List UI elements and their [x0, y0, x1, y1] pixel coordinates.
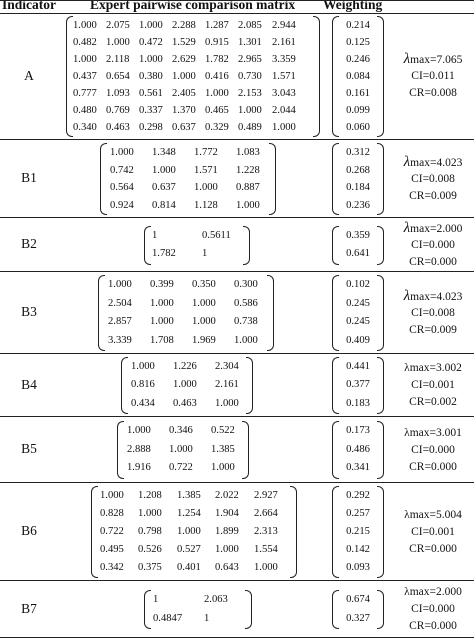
table-row: [0, 417, 474, 483]
cr-value: [392, 394, 474, 411]
weight-value: 0.245: [346, 297, 370, 309]
matrix-cell: 0.463: [173, 397, 197, 409]
matrix-cell: 0.350: [192, 279, 216, 290]
ci-value: [392, 237, 474, 254]
matrix-cell: 1.287: [205, 20, 229, 31]
lambda-max-value: [392, 220, 474, 237]
matrix-cell: 2.629: [172, 54, 196, 65]
matrix-row: [117, 422, 249, 441]
matrix-cell: 3.339: [108, 334, 132, 346]
matrix-row: [98, 332, 274, 351]
indicator-label: B2: [21, 236, 37, 251]
matrix-cell: 0.887: [236, 182, 260, 193]
matrix-cell: 0.298: [139, 122, 163, 133]
weight-value: 0.327: [346, 612, 370, 624]
ci-value: [392, 524, 474, 541]
matrix-cell: 1.529: [172, 37, 196, 48]
matrix-cell: 0.480: [73, 105, 97, 116]
stat-text: λmax=3.002: [404, 362, 462, 374]
matrix-cell: 3.043: [272, 88, 296, 99]
matrix-cell: 2.405: [172, 88, 196, 99]
matrix-cell: 0.814: [152, 199, 176, 211]
matrix-cell: 1: [204, 612, 210, 624]
matrix-cell: 2.075: [106, 20, 130, 31]
matrix-cell: 0.375: [138, 562, 162, 573]
weight-vector: [332, 421, 384, 479]
weight-value: 0.257: [346, 508, 370, 519]
matrix-row: [121, 376, 253, 394]
matrix-cell: 2.161: [215, 379, 239, 391]
weight-vector: [332, 590, 384, 629]
matrix-cell: 1.000: [173, 379, 197, 391]
header-weighting: Weighting: [323, 0, 383, 12]
consistency-stats: [392, 51, 474, 102]
matrix-cell: 0.340: [73, 122, 97, 133]
matrix-cell: 1.000: [194, 182, 218, 193]
matrix-row: [144, 245, 250, 264]
matrix-cell: 0.329: [205, 122, 229, 133]
matrix-cell: 0.5611: [202, 229, 231, 241]
matrix-row: [66, 119, 320, 136]
matrix-cell: 1.000: [192, 297, 216, 309]
row-rule: [0, 353, 474, 354]
weight-value: 0.215: [346, 526, 370, 537]
matrix-row: [117, 459, 249, 478]
matrix-cell: 0.465: [205, 105, 229, 116]
matrix-row: [100, 162, 276, 180]
matrix-cell: 0.482: [73, 37, 97, 48]
consistency-stats: [392, 425, 474, 476]
stat-text: CR=0.009: [409, 189, 457, 202]
matrix-cell: 0.522: [211, 425, 235, 437]
stat-text: CI=0.011: [411, 70, 455, 82]
row-rule: [0, 416, 474, 417]
stat-text: CI=0.000: [411, 443, 455, 456]
matrix-cell: 1.000: [192, 316, 216, 327]
matrix-row: [121, 395, 253, 413]
stat-text: λmax=5.004: [404, 508, 462, 521]
ci-value: [392, 305, 474, 322]
matrix-cell: 0.401: [177, 562, 201, 573]
matrix-cell: 0.637: [172, 122, 196, 133]
comparison-matrix: [100, 143, 276, 215]
matrix-cell: 0.915: [205, 37, 229, 48]
matrix-row: [144, 227, 250, 246]
matrix-cell: 2.965: [238, 54, 262, 65]
matrix-row: [98, 276, 274, 295]
row-rule: [0, 580, 474, 581]
ci-value: [392, 171, 474, 188]
matrix-cell: 1.254: [177, 508, 201, 519]
matrix-cell: 1.000: [236, 199, 260, 211]
matrix-row: [66, 51, 320, 68]
matrix-cell: 2.888: [127, 443, 151, 455]
table-row: [0, 13, 474, 140]
matrix-cell: 2.153: [238, 88, 262, 99]
weight-value: 0.214: [346, 20, 370, 31]
row-rule: [0, 482, 474, 483]
weight-value: 0.125: [346, 37, 370, 48]
matrix-row: [117, 441, 249, 460]
matrix-cell: 0.816: [131, 379, 155, 391]
matrix-cell: 3.359: [272, 54, 296, 65]
weight-value: 0.236: [346, 199, 370, 211]
matrix-cell: 0.924: [110, 199, 134, 211]
comparison-matrix: [144, 226, 250, 265]
consistency-stats: [392, 220, 474, 271]
matrix-cell: 1.000: [150, 297, 174, 309]
matrix-cell: 1.554: [254, 544, 278, 555]
weight-value: 0.377: [346, 379, 370, 391]
matrix-cell: 1.000: [73, 54, 97, 65]
matrix-cell: 0.654: [106, 71, 130, 82]
lambda-symbol: λ: [403, 287, 411, 304]
matrix-cell: 1.000: [108, 279, 132, 290]
matrix-row: [100, 179, 276, 197]
matrix-cell: 1.000: [127, 425, 151, 437]
weight-vector: [332, 486, 384, 578]
matrix-cell: 0.798: [138, 526, 162, 537]
indicator-label: B6: [21, 523, 37, 538]
matrix-cell: 0.722: [100, 526, 124, 537]
matrix-cell: 1.208: [138, 490, 162, 501]
stat-text: max=2.000: [410, 222, 463, 235]
weight-value: 0.060: [346, 122, 370, 133]
matrix-cell: 1.899: [215, 526, 239, 537]
weight-vector: [332, 226, 384, 265]
weight-value: 0.486: [346, 443, 370, 455]
matrix-cell: 2.063: [204, 594, 228, 605]
cr-value: [392, 541, 474, 558]
matrix-cell: 1.128: [194, 199, 218, 211]
consistency-stats: [392, 584, 474, 635]
matrix-cell: 1.000: [211, 462, 235, 474]
matrix-cell: 0.489: [238, 122, 262, 133]
weight-vector: [332, 275, 384, 351]
weight-value: 0.245: [346, 316, 370, 327]
matrix-cell: 1.000: [215, 544, 239, 555]
cr-value: [392, 322, 474, 339]
matrix-cell: 1.385: [211, 443, 235, 455]
matrix-row: [121, 358, 253, 376]
matrix-cell: 1.000: [106, 37, 130, 48]
consistency-stats: [392, 288, 474, 339]
stat-text: CR=0.008: [409, 87, 457, 99]
comparison-matrix: [144, 590, 252, 629]
table-row: [0, 483, 474, 581]
stat-text: CI=0.001: [411, 525, 455, 538]
weight-vector: [332, 357, 384, 414]
matrix-cell: 0.4847: [153, 612, 183, 624]
top-rule: [0, 0, 474, 1]
matrix-row: [91, 505, 297, 523]
matrix-cell: 1.228: [236, 164, 260, 176]
cr-value: [392, 459, 474, 476]
matrix-cell: 2.044: [272, 105, 296, 116]
weight-value: 0.084: [346, 71, 370, 82]
matrix-row: [100, 144, 276, 162]
indicator-label: B5: [21, 441, 37, 456]
matrix-cell: 0.434: [131, 397, 155, 409]
weight-vector: [332, 143, 384, 215]
matrix-cell: 1.000: [110, 147, 134, 158]
matrix-cell: 1.969: [192, 334, 216, 346]
weight-value: 0.359: [346, 229, 370, 241]
weight-value: 0.183: [346, 397, 370, 409]
table-row: [0, 354, 474, 417]
matrix-row: [144, 610, 252, 629]
matrix-cell: 0.828: [100, 508, 124, 519]
matrix-row: [100, 197, 276, 215]
weight-value: 0.409: [346, 334, 370, 346]
comparison-matrix: [98, 275, 274, 351]
row-rule: [0, 271, 474, 272]
matrix-row: [66, 34, 320, 51]
matrix-cell: 1.000: [169, 443, 193, 455]
cr-value: [392, 188, 474, 205]
matrix-cell: 0.380: [139, 71, 163, 82]
matrix-row: [91, 541, 297, 559]
matrix-cell: 2.313: [254, 526, 278, 537]
matrix-cell: 1.000: [73, 20, 97, 31]
stat-text: max=7.065: [410, 54, 463, 66]
lambda-max-value: [392, 360, 474, 377]
matrix-cell: 1.370: [172, 105, 196, 116]
weight-vector: [332, 16, 384, 137]
table-row: [0, 140, 474, 218]
row-rule: [0, 217, 474, 218]
matrix-row: [66, 68, 320, 85]
matrix-cell: 1.772: [194, 147, 218, 158]
lambda-max-value: [392, 425, 474, 442]
header-rule: [0, 13, 474, 14]
matrix-cell: 1.000: [138, 508, 162, 519]
matrix-cell: 0.769: [106, 105, 130, 116]
matrix-cell: 1.000: [139, 54, 163, 65]
weight-value: 0.099: [346, 105, 370, 116]
stat-text: CI=0.008: [411, 172, 455, 185]
matrix-cell: 0.472: [139, 37, 163, 48]
weight-value: 0.674: [346, 594, 370, 605]
lambda-symbol: λ: [403, 153, 411, 170]
matrix-row: [91, 523, 297, 541]
matrix-cell: 0.561: [139, 88, 163, 99]
matrix-cell: 1.301: [238, 37, 262, 48]
matrix-cell: 2.161: [272, 37, 296, 48]
weight-value: 0.312: [346, 147, 370, 158]
matrix-cell: 1.916: [127, 462, 151, 474]
indicator-label: B3: [21, 304, 37, 319]
matrix-cell: 1.000: [177, 526, 201, 537]
weight-value: 0.341: [346, 462, 370, 474]
stat-text: λmax=2.000: [404, 586, 462, 598]
lambda-max-value: [392, 288, 474, 305]
weight-value: 0.246: [346, 54, 370, 65]
lambda-symbol: λ: [403, 51, 411, 67]
matrix-cell: 1.000: [272, 122, 296, 133]
matrix-cell: 0.346: [169, 425, 193, 437]
ci-value: [392, 601, 474, 618]
matrix-cell: 0.722: [169, 462, 193, 474]
stat-text: CR=0.009: [409, 323, 457, 336]
indicator-label: B4: [21, 376, 37, 392]
stat-text: CI=0.001: [411, 379, 455, 391]
matrix-cell: 0.730: [238, 71, 262, 82]
header-matrix: Expert pairwise comparison matrix: [90, 0, 296, 12]
weight-value: 0.268: [346, 164, 370, 176]
matrix-cell: 2.857: [108, 316, 132, 327]
matrix-cell: 1.000: [150, 316, 174, 327]
matrix-cell: 1.000: [205, 88, 229, 99]
matrix-cell: 1.000: [152, 164, 176, 176]
matrix-cell: 1.000: [172, 71, 196, 82]
matrix-cell: 0.463: [106, 122, 130, 133]
header-indicator: Indicator: [2, 0, 56, 12]
matrix-cell: 1.226: [173, 361, 197, 372]
weight-value: 0.102: [346, 279, 370, 290]
matrix-cell: 0.337: [139, 105, 163, 116]
cr-value: [392, 618, 474, 635]
matrix-row: [144, 591, 252, 610]
matrix-row: [98, 313, 274, 332]
consistency-stats: [392, 154, 474, 205]
matrix-cell: 1.385: [177, 490, 201, 501]
matrix-cell: 2.022: [215, 490, 239, 501]
cr-value: [392, 254, 474, 271]
matrix-cell: 1.093: [106, 88, 130, 99]
matrix-cell: 0.742: [110, 164, 134, 176]
matrix-cell: 2.944: [272, 20, 296, 31]
indicator-label: B1: [21, 170, 37, 185]
matrix-cell: 1.000: [234, 334, 258, 346]
matrix-row: [66, 17, 320, 34]
stat-text: λmax=3.001: [404, 426, 462, 439]
matrix-cell: 2.664: [254, 508, 278, 519]
matrix-row: [91, 487, 297, 505]
matrix-cell: 1.083: [236, 147, 260, 158]
matrix-cell: 1.348: [152, 147, 176, 158]
table-row: [0, 581, 474, 638]
indicator-label: B7: [21, 600, 37, 616]
stat-text: CI=0.000: [411, 603, 455, 615]
cr-value: [392, 85, 474, 102]
comparison-matrix: [91, 486, 297, 578]
lambda-symbol: λ: [403, 219, 411, 236]
matrix-cell: 1.000: [238, 105, 262, 116]
stat-text: CR=0.000: [409, 620, 457, 632]
matrix-cell: 1.000: [254, 562, 278, 573]
weight-value: 0.093: [346, 562, 370, 573]
weight-value: 0.142: [346, 544, 370, 555]
matrix-cell: 2.085: [238, 20, 262, 31]
matrix-cell: 2.118: [106, 54, 130, 65]
matrix-cell: 0.399: [150, 279, 174, 290]
stat-text: max=4.023: [410, 290, 463, 303]
matrix-cell: 0.777: [73, 88, 97, 99]
consistency-stats: [392, 507, 474, 558]
lambda-max-value: [392, 51, 474, 68]
weight-value: 0.184: [346, 182, 370, 193]
matrix-cell: 0.495: [100, 544, 124, 555]
matrix-cell: 0.416: [205, 71, 229, 82]
stat-text: CR=0.002: [409, 396, 457, 408]
matrix-cell: 0.738: [234, 316, 258, 327]
table-row: [0, 272, 474, 354]
matrix-row: [91, 559, 297, 577]
matrix-cell: 2.927: [254, 490, 278, 501]
weight-value: 0.292: [346, 490, 370, 501]
matrix-cell: 1.708: [150, 334, 174, 346]
comparison-matrix: [117, 421, 249, 479]
ci-value: [392, 68, 474, 85]
matrix-cell: 0.643: [215, 562, 239, 573]
weight-value: 0.441: [346, 361, 370, 372]
stat-text: CR=0.000: [409, 460, 457, 473]
stat-text: CI=0.008: [411, 306, 455, 319]
indicator-label: A: [24, 67, 34, 83]
matrix-cell: 0.526: [138, 544, 162, 555]
matrix-cell: 0.586: [234, 297, 258, 309]
stat-text: CR=0.000: [409, 255, 457, 268]
matrix-cell: 1.000: [139, 20, 163, 31]
matrix-cell: 1.000: [131, 361, 155, 372]
stat-text: CI=0.000: [411, 238, 455, 251]
comparison-matrix: [121, 357, 253, 414]
matrix-cell: 2.504: [108, 297, 132, 309]
lambda-max-value: [392, 584, 474, 601]
matrix-cell: 0.342: [100, 562, 124, 573]
matrix-cell: 1.782: [205, 54, 229, 65]
matrix-cell: 1.782: [152, 248, 176, 259]
weight-value: 0.173: [346, 425, 370, 437]
ci-value: [392, 442, 474, 459]
table-row: [0, 218, 474, 272]
matrix-cell: 2.304: [215, 361, 239, 372]
matrix-cell: 1.000: [100, 490, 124, 501]
matrix-cell: 0.437: [73, 71, 97, 82]
weight-value: 0.161: [346, 88, 370, 99]
matrix-cell: 0.564: [110, 182, 134, 193]
ci-value: [392, 377, 474, 394]
lambda-max-value: [392, 507, 474, 524]
comparison-matrix: [66, 16, 320, 137]
matrix-cell: 0.527: [177, 544, 201, 555]
matrix-cell: 0.637: [152, 182, 176, 193]
stat-text: max=4.023: [410, 156, 463, 169]
matrix-cell: 1.904: [215, 508, 239, 519]
stat-text: CR=0.000: [409, 542, 457, 555]
matrix-cell: 1: [202, 248, 208, 259]
matrix-cell: 0.300: [234, 279, 258, 290]
matrix-row: [66, 102, 320, 119]
matrix-row: [98, 295, 274, 314]
matrix-cell: 1.571: [272, 71, 296, 82]
weight-value: 0.641: [346, 248, 370, 259]
matrix-cell: 2.288: [172, 20, 196, 31]
lambda-max-value: [392, 154, 474, 171]
row-rule: [0, 139, 474, 140]
matrix-cell: 1: [152, 229, 158, 241]
matrix-row: [66, 85, 320, 102]
matrix-cell: 1: [153, 594, 159, 605]
consistency-stats: [392, 360, 474, 411]
matrix-cell: 1.000: [215, 397, 239, 409]
matrix-cell: 1.571: [194, 164, 218, 176]
